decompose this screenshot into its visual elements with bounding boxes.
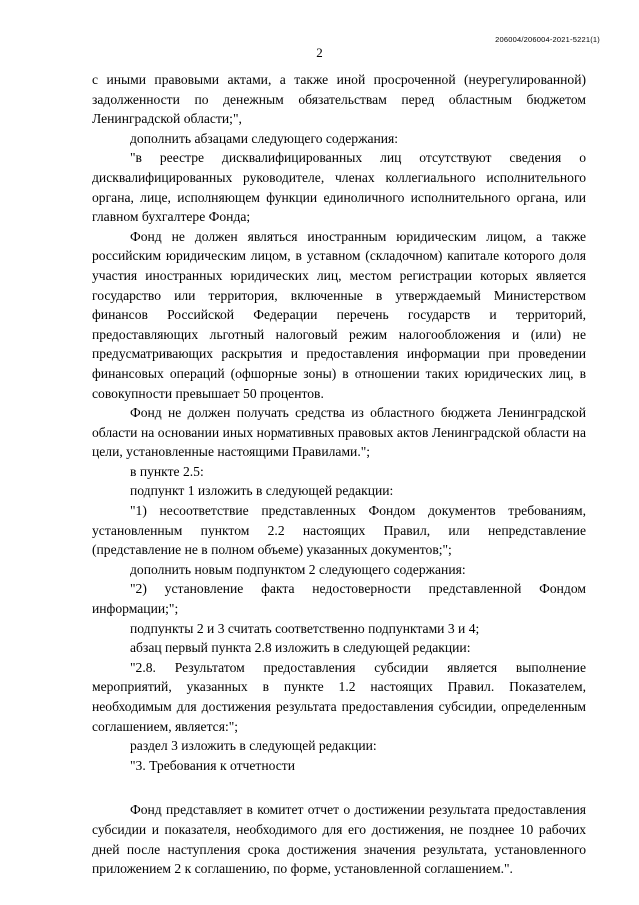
paragraph: абзац первый пункта 2.8 изложить в следующей редакции: [130, 640, 471, 656]
paragraph: подпункт 1 изложить в следующей редакции: [130, 483, 394, 499]
paragraph: подпункты 2 и 3 считать соответственно подпунктами 3 и 4; [130, 620, 480, 636]
paragraph: "2) установление факта недостоверности представленной Фондом информации;"; [92, 581, 586, 617]
paragraph: дополнить абзацами следующего содержания: [130, 130, 399, 146]
paragraph: Фонд представляет в комитет отчет о достижении результата предоставления субсидии и показателя, необходимого для его достижения, не позднее 10 рабочих дней после наступления срока достижения значения результата, установленного приложением 2 к соглашению, по форме, установленной соглашением.". [92, 802, 586, 877]
paragraph: дополнить новым подпунктом 2 следующего содержания: [130, 561, 466, 577]
paragraph: в пункте 2.5: [130, 463, 204, 479]
document-body [92, 70, 586, 879]
paragraph: Фонд не должен получать средства из областного бюджета Ленинградской области на основании иных нормативных правовых актов Ленинградской области на цели, установленные настоящими Правилами."; [92, 405, 586, 460]
paragraph: Фонд не должен являться иностранным юридическим лицом, а также российским юридическим лицом, в уставном (складочном) капитале которого доля участия иностранных юридических лиц, местом регистрации которых является государство или территория, включенные в утверждаемый Министерством финансов Российской Федерации перечень государств и территорий, предоставляющих льготный налоговый режим налогообложения и (или) не предусматривающих раскрытия и предоставления информации при проведении финансовых операций (офшорные зоны) в отношении таких юридических лиц, в совокупности превышает 50 процентов. [92, 228, 586, 401]
document-number: 206004/206004-2021-5221(1) [495, 35, 600, 44]
spacer [92, 775, 586, 800]
paragraph: "1) несоответствие представленных Фондом документов требованиям, установленным пунктом 2.2 настоящих Правил, или непредставление (представление не в полном объеме) указанных документов;"; [92, 503, 586, 558]
paragraph: "в реестре дисквалифицированных лиц отсутствуют сведения о дисквалифицированных руководителе, членах коллегиального исполнительного органа, лице, исполняющем функции единоличного исполнительного органа, или главном бухгалтере Фонда; [92, 150, 586, 225]
paragraph: раздел 3 изложить в следующей редакции: [130, 738, 377, 754]
page-number: 2 [316, 45, 323, 60]
paragraph: "2.8. Результатом предоставления субсидии является выполнение мероприятий, указанных в пункте 1.2 настоящих Правил. Показателем, необходимым для достижения результата предоставления субсидии, определенным соглашением, является:"; [92, 659, 586, 734]
paragraph: с иными правовыми актами, а также иной просроченной (неурегулированной) задолженности по денежным обязательствам перед областным бюджетом Ленинградской области;", [92, 72, 586, 127]
section-heading: "3. Требования к отчетности [130, 757, 295, 773]
